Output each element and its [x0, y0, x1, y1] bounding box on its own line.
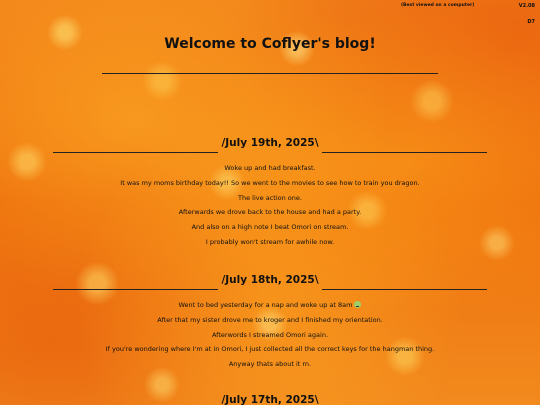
- post-date: /July 18th, 2025\: [221, 274, 319, 286]
- blog-post: [0, 135, 540, 250]
- post-line: The live action one.: [238, 193, 302, 202]
- post-line-text: Went to bed yesterday for a nap and woke up at 8am: [178, 301, 353, 309]
- blog-post: [0, 272, 540, 372]
- post-header: [0, 392, 540, 405]
- post-body: [0, 161, 540, 250]
- header-rule-right: [322, 289, 487, 290]
- post-line: Woke up and had breakfast.: [224, 164, 316, 172]
- header-rule-left: [53, 152, 218, 153]
- header-rule-left: [53, 289, 218, 290]
- post-line: Afterwards we drove back to the house and had a party.: [178, 208, 362, 217]
- blog-post: [0, 392, 540, 405]
- page-title: Welcome to Coflyer's blog!: [164, 36, 376, 52]
- post-line: After that my sister drove me to kroger and I finished my orientation.: [157, 315, 383, 324]
- post-line: Anyway thats about it rn.: [228, 360, 312, 369]
- visitor-counter: D7: [527, 19, 535, 25]
- post-line: I probably won't stream for awhile now.: [205, 237, 335, 246]
- top-note: (Best viewed on a computer): [401, 3, 475, 8]
- header-rule-right: [322, 152, 487, 153]
- post-line: If you're wondering where I'm at in Omori, I just collected all the correct keys for the hangman thing.: [105, 345, 435, 354]
- post-date: /July 17th, 2025\: [221, 394, 319, 405]
- post-line: And also on a high note I beat Omori on stream.: [191, 223, 349, 232]
- version-label: V2.08: [518, 3, 535, 9]
- post-header: [0, 272, 540, 292]
- post-body: [0, 298, 540, 372]
- post-line: It was my moms birthday today!! So we went to the movies to see how to train you dragon.: [120, 178, 420, 187]
- post-line: Afterwords I streamed Omori again.: [211, 330, 329, 339]
- post-date: /July 19th, 2025\: [221, 137, 319, 149]
- sleepy-face-icon: [354, 301, 361, 308]
- title-divider: [102, 73, 438, 74]
- post-header: [0, 135, 540, 155]
- post-line: [0, 298, 540, 313]
